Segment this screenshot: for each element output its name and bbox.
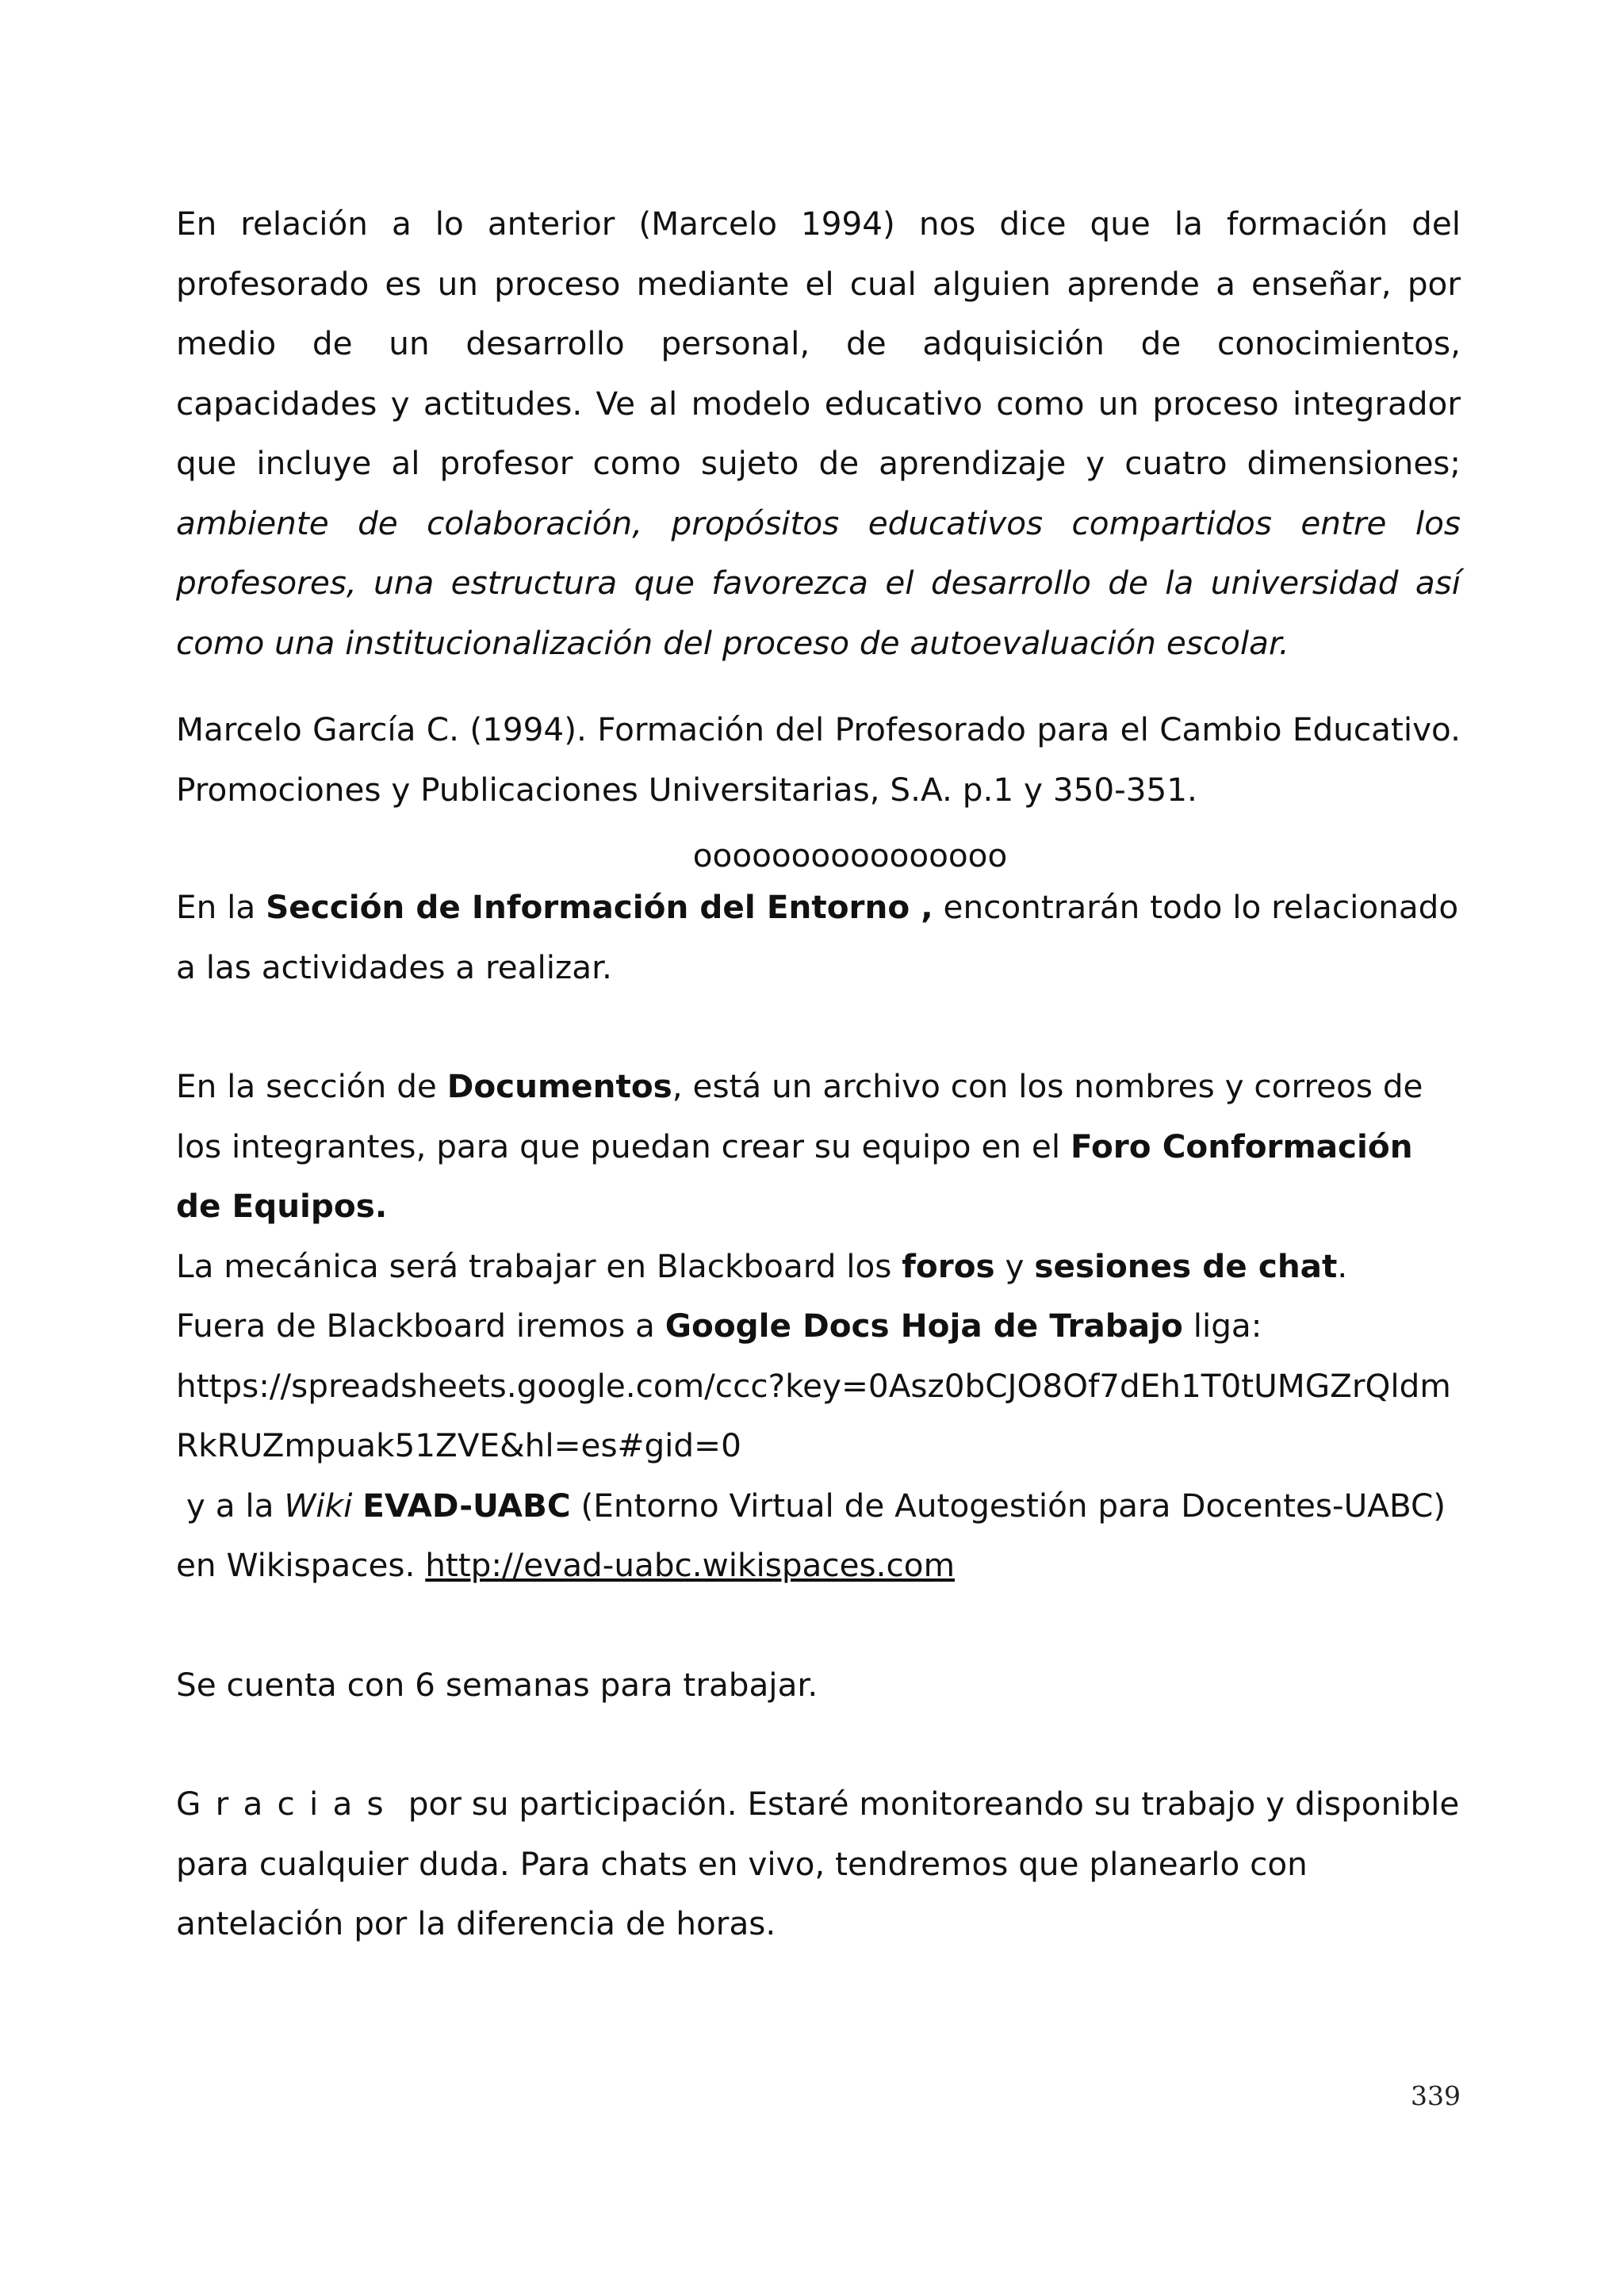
text: encontrarán todo lo relacionado a las actividades a realizar. <box>176 888 1459 986</box>
text: por su participación. Estaré monitoreando su trabajo y disponible para cualquier duda. Para chats en vivo, tendremos que planearlo con antelación por la diferencia de horas. <box>176 1785 1460 1942</box>
bold-evad-uabc: EVAD-UABC <box>362 1486 571 1525</box>
text: y a la <box>176 1486 285 1525</box>
bold-documentos: Documentos <box>446 1067 672 1105</box>
text: En la sección de <box>176 1067 447 1105</box>
paragraph-google-docs <box>176 1296 1461 1357</box>
document-page <box>176 194 1461 1954</box>
paragraph-weeks: Se cuenta con 6 semanas para trabajar. <box>176 1665 818 1704</box>
paragraph-section-info <box>176 878 1461 997</box>
text: , está un archivo con los nombres y correos de los integrantes, para que puedan crear su equipo en el <box>176 1067 1423 1165</box>
paragraph-lead: En relación a lo anterior (Marcelo 1994) nos dice que la formación del profesorado es un proceso mediante el cual alguien aprende a enseñar, por medio de un desarrollo personal, de adquisición de conocimientos, capacidades y actitudes. Ve al modelo educativo como un proceso integrador que incluye al profesor como sujeto de aprendizaje y cuatro dimensiones; <box>176 205 1461 482</box>
paragraph-italic-dimensions: ambiente de colaboración, propósitos educativos compartidos entre los profesores, una estructura que favorezca el desarrollo de la universidad así como una institucionalización del proceso de autoevaluación escolar. <box>176 503 1461 662</box>
italic-wiki: Wiki <box>284 1486 353 1525</box>
bold-foros: foros <box>902 1246 995 1285</box>
paragraph-mechanics <box>176 1237 1461 1297</box>
text: . <box>1337 1246 1348 1285</box>
bold-google-docs: Google Docs Hoja de Trabajo <box>665 1307 1183 1345</box>
text: liga: <box>1182 1307 1262 1345</box>
text: y <box>994 1246 1035 1285</box>
section-separator: oooooooooooooooo <box>692 836 1008 874</box>
bold-foro-equipos: Foro Conformación de Equipos. <box>176 1127 1413 1225</box>
text: La mecánica será trabajar en Blackboard los <box>176 1246 902 1285</box>
text: (Entorno Virtual de Autogestión para Docentes-UABC) en Wikispaces. <box>176 1486 1446 1584</box>
spaced-gracias: Gracias <box>176 1785 398 1823</box>
paragraph-wiki <box>176 1476 1461 1596</box>
bold-sesiones-chat: sesiones de chat <box>1034 1246 1338 1285</box>
text: Fuera de Blackboard iremos a <box>176 1307 665 1345</box>
paragraph-formacion-profesorado <box>176 194 1461 673</box>
paragraph-thanks <box>176 1774 1461 1954</box>
text <box>352 1487 362 1525</box>
bold-section-name: Sección de Información del Entorno , <box>266 888 933 926</box>
reference-citation: Marcelo García C. (1994). Formación del Profesorado para el Cambio Educativo. Promociones y Publicaciones Universitarias, S.A. p.1 y 350-351. <box>176 710 1461 809</box>
page-number: 339 <box>1411 2080 1461 2111</box>
google-docs-url: https://spreadsheets.google.com/ccc?key=0Asz0bCJO8Of7dEh1T0tUMGZrQldmRkRUZmpuak51ZVE&hl=es#gid=0 <box>176 1366 1451 1464</box>
paragraph-documents <box>176 1057 1461 1237</box>
text: En la <box>176 888 266 926</box>
wikispaces-link[interactable]: http://evad-uabc.wikispaces.com <box>425 1546 956 1584</box>
